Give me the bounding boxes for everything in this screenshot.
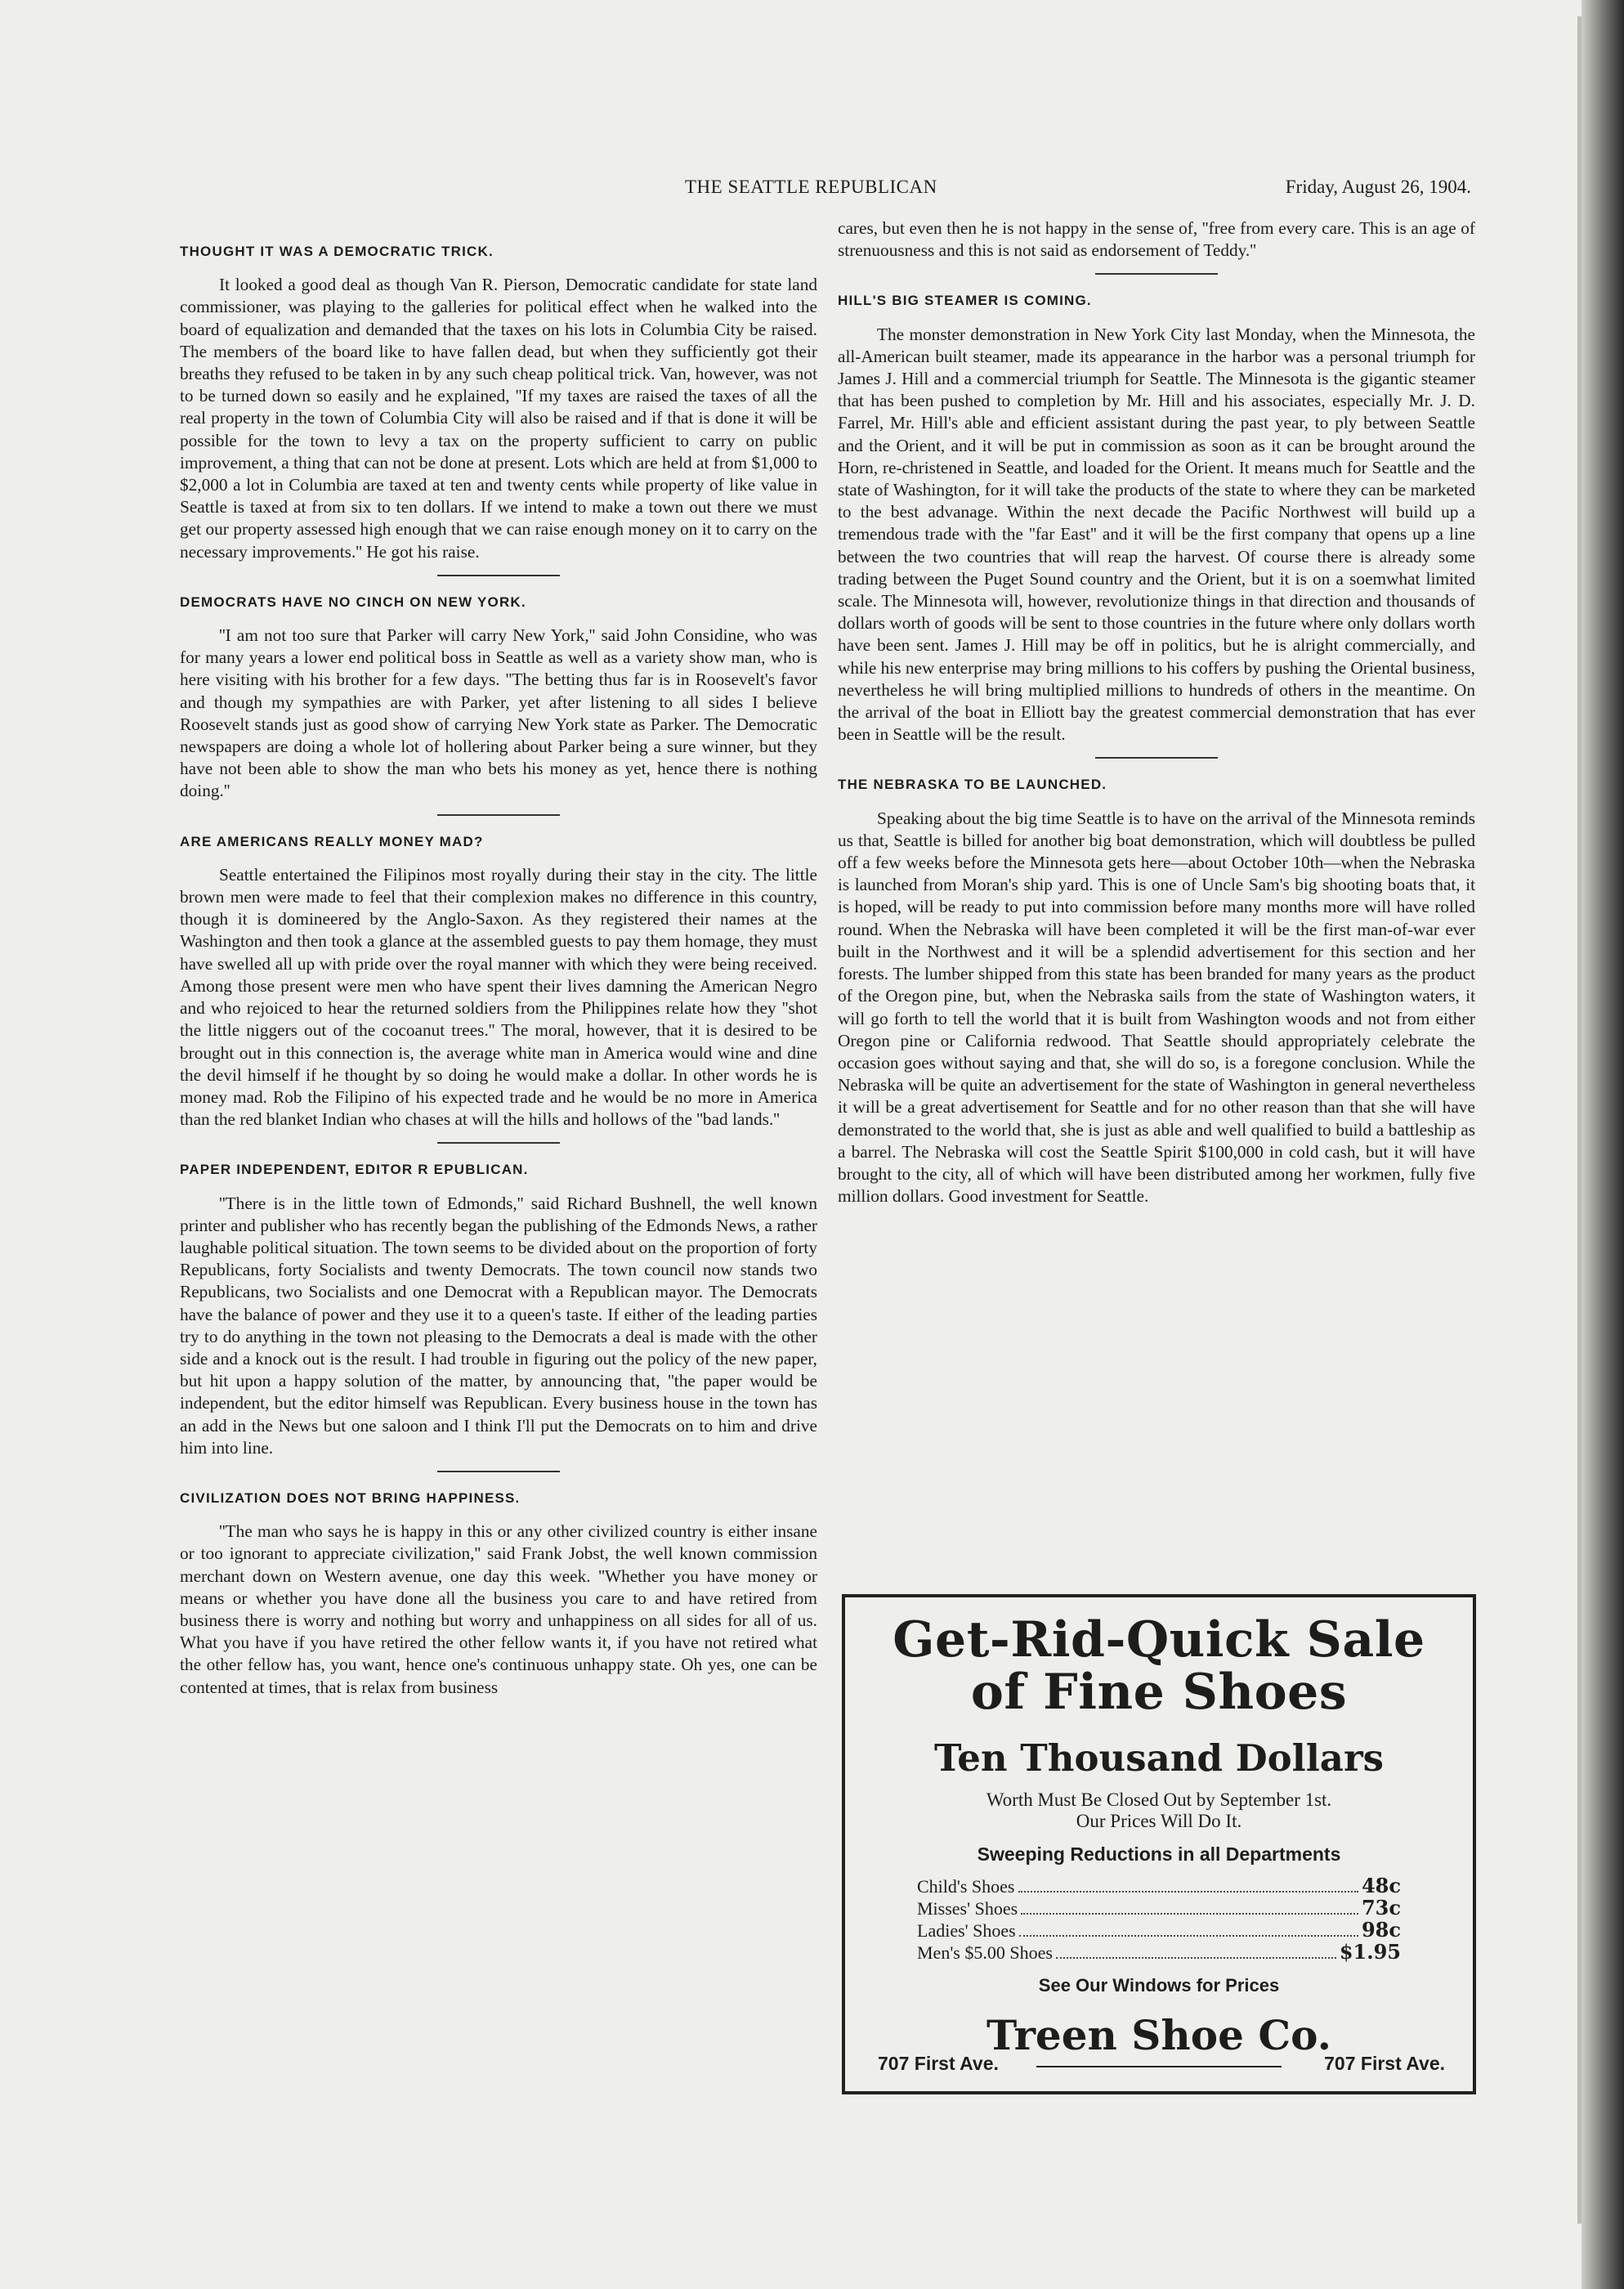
price-leader xyxy=(1019,1935,1358,1937)
price-row xyxy=(917,1897,1401,1919)
article-heading: THOUGHT IT WAS A DEMOCRATIC TRICK. xyxy=(180,244,494,259)
right-column xyxy=(838,217,1475,1207)
price-item: Child's Shoes xyxy=(917,1876,1015,1897)
ad-worth-line: Worth Must Be Closed Out by September 1st. xyxy=(986,1790,1332,1810)
ad-company-name: Treen Shoe Co. xyxy=(986,2011,1331,2059)
ad-address-left: 707 First Ave. xyxy=(878,2053,999,2074)
article-divider xyxy=(437,575,560,576)
price-row xyxy=(917,1875,1401,1897)
ad-subtitle: Ten Thousand Dollars xyxy=(933,1736,1385,1780)
article-continuation: cares, but even then he is not happy in the sense of, ''free from every care. This is an age of strenuousness and this is not said as endorsement of Teddy.'' xyxy=(838,218,1475,261)
page-binding-shadow xyxy=(1581,0,1624,2289)
price-list xyxy=(917,1875,1401,1964)
price-value: 48c xyxy=(1361,1874,1401,1897)
price-value: $1.95 xyxy=(1339,1940,1401,1964)
article-paragraph: Speaking about the big time Seattle is to have on the arrival of the Minnesota reminds us that, Seattle is billed for another big boat demonstration, which will doubtless be pulled off a few weeks before the Minnesota gets here—about October 10th—when the Nebraska is launched from Moran's ship yard. This is one of Uncle Sam's big shooting boats that, it is hoped, will be ready to put into commission before many months more will have rolled round. When the Nebraska will have been completed it will be the first man-of-war ever built in the Northwest and it will be a splendid advertisement for this section and her forests. The lumber shipped from this state has been branded for many years as the product of the Oregon pine, but, when the Nebraska sails from the state of Washington waters, it will go forth to tell the world that it is built from Washington woods and not from either Oregon pine or California redwood. That Seattle should appropriately celebrate the occasion goes without saying and that, she will do so, is a foregone conclusion. While the Nebraska will be quite an advertisement for the state of Washington in general nevertheless it will be a great advertisement for Seattle and for no other reason than that she will have demonstrated to the world that, she is just as able and well qualified to build a battleship as a barrel. The Nebraska will cost the Seattle Spirit $100,000 in cold cash, but it will have brought to the city, all of which will have been distributed among her workmen, fully five million dollars. Good investment for Seattle. xyxy=(838,808,1475,1207)
price-row xyxy=(917,1919,1401,1942)
ad-title xyxy=(845,1611,1473,1721)
newspaper-title: THE SEATTLE REPUBLICAN xyxy=(685,177,937,197)
ad-address-right: 707 First Ave. xyxy=(1324,2053,1445,2074)
price-item: Ladies' Shoes xyxy=(917,1920,1016,1941)
issue-date: Friday, August 26, 1904. xyxy=(1285,177,1471,197)
ad-title-line: of Fine Shoes xyxy=(970,1664,1348,1721)
article-divider xyxy=(437,1471,560,1472)
article-heading: PAPER INDEPENDENT, EDITOR R EPUBLICAN. xyxy=(180,1162,529,1178)
article-divider xyxy=(1095,757,1218,759)
price-row xyxy=(917,1942,1401,1964)
ad-worth-text xyxy=(845,1790,1473,1832)
price-leader xyxy=(1056,1957,1336,1959)
article-divider xyxy=(437,1142,560,1144)
article-heading: THE NEBRASKA TO BE LAUNCHED. xyxy=(838,777,1107,793)
article-paragraph: The monster demonstration in New York City last Monday, when the Minnesota, the all-American built steamer, made its appearance in the harbor was a personal triumph for James J. Hill and a commercial triumph for Seattle. The Minnesota is the gigantic steamer that has been pushed to completion by Mr. Hill and his associates, especially Mr. J. D. Farrel, Mr. Hill's able and efficient assistant during the past year, to ply between Seattle and the Orient, and it will be put in commission as soon as it can be brought around the Horn, re-christened in Seattle, and loaded for the Orient. It means much for Seattle and the state of Washington, for it will take the products of the state to where they can be marketed to the best advanage. Within the next decade the Pacific Northwest will build up a tremendous trade with the ''far East'' and it will be the first company that opens up a line between the two countries that will reap the harvest. Of course there is already some trading between the Puget Sound country and the Orient, but it is on a soemwhat limited scale. The Minnesota will, however, revolutionize things in that direction and thousands of dollars worth of goods will be sent to those countries in the future where only dollars worth have been sent. James J. Hill may be off in politics, but he is alright commercially, and while his new enterprise may bring millions to his coffers by pushing the Oriental business, nevertheless he will bring multiplied millions to hundreds of others in the meantime. On the arrival of the boat in Elliott bay the greatest commercial demonstration that has ever been in Seattle will be the result. xyxy=(838,324,1475,745)
page-header xyxy=(178,177,1471,204)
article-heading: HILL'S BIG STEAMER IS COMING. xyxy=(838,293,1092,309)
article-paragraph: Seattle entertained the Filipinos most royally during their stay in the city. The little brown men were made to feel that their complexion makes no difference in this country, though it is domineered by the Anglo-Saxon. As they registered their names at the Washington and then took a glance at the assembled guests to pay them homage, they must have swelled all up with pride over the royal manner with which they were being received. Among those present were men who have spent their lives damning the American Negro and who rejoiced to hear the returned soldiers from the Philippines relate how they ''shot the little niggers out of the cocoanut trees.'' The moral, however, that it is desired to be brought out in this connection is, the average white man in America would wine and dine the devil himself if he thought by so doing he would make a dollar. In other words he is money mad. Rob the Filipino of his expected trade and he would be no more in America than the red blanket Indian who chases at will the hills and hollows of the ''bad lands.'' xyxy=(180,864,817,1130)
article-heading: CIVILIZATION DOES NOT BRING HAPPINESS. xyxy=(180,1489,521,1506)
article-divider xyxy=(1095,273,1218,275)
ad-reductions: Sweeping Reductions in all Departments xyxy=(977,1843,1341,1865)
ad-worth-line: Our Prices Will Do It. xyxy=(1076,1811,1242,1831)
article-heading: DEMOCRATS HAVE NO CINCH ON NEW YORK. xyxy=(180,594,526,610)
ad-title-line: Get-Rid-Quick Sale xyxy=(893,1611,1425,1669)
price-leader xyxy=(1018,1891,1358,1893)
price-value: 73c xyxy=(1361,1896,1401,1919)
shoe-sale-advertisement xyxy=(842,1594,1476,2094)
article-paragraph: ''I am not too sure that Parker will carry New York,'' said John Considine, who was for many years a lower end political boss in Seattle as well as a variety show man, who is here visiting with his brother for a few days. ''The betting thus far is in Roosevelt's favor and though my sympathies are with Parker, yet after listening to all sides I believe Roosevelt stands just as good show of carrying New York state as Parker. The Democratic newspapers are doing a whole lot of hollering about Parker being a sure winner, but they have not been able to show the man who bets his money as yet, hence there is nothing doing.'' xyxy=(180,625,817,801)
article-divider xyxy=(437,814,560,816)
article-paragraph: ''There is in the little town of Edmonds,'' said Richard Bushnell, the well known printer and publisher who has recently began the publishing of the Edmonds News, a rather laughable political situation. The town seems to be divided about on the proportion of forty Republicans, forty Socialists and twenty Democrats. The town council now stands two Republicans, two Socialists and one Democrat with a Republican mayor. The Democrats have the balance of power and they use it to a queen's taste. If either of the leading parties try to do anything in the town not pleasing to the Democrats a deal is made with the other side and a knock out is the result. I had trouble in figuring out the policy of the new paper, but hit upon a happy solution of the matter, by announcing that, ''the paper would be independent, but the editor himself was Republican. Every business house in the town has an add in the News but one saloon and I think I'll put the Democrats on to him and drive him into line. xyxy=(180,1193,817,1458)
price-item: Men's $5.00 Shoes xyxy=(917,1942,1053,1963)
ad-windows-note: See Our Windows for Prices xyxy=(1038,1975,1280,1996)
left-column xyxy=(180,217,817,1699)
ad-divider xyxy=(1036,2066,1282,2067)
price-item: Misses' Shoes xyxy=(917,1898,1018,1919)
article-paragraph: It looked a good deal as though Van R. Pierson, Democratic candidate for state land commissioner, was playing to the galleries for political effect when he walked into the board of equalization and demanded that the taxes on his lots in Columbia City be raised. The members of the board like to have fallen dead, but when they sufficiently got their breaths they refused to be taken in by any such cheap political trick. Van, however, was not to be turned down so easily and he explained, ''If my taxes are raised the taxes of all the real property in the town of Columbia City will also be raised and if that is done it will be possible for the town to levy a tax on the property sufficient to carry on public improvement, a thing that can not be done at present. Lots which are held at from $1,000 to $2,000 a lot in Columbia are taxed at ten and twenty cents while property of like value in Seattle is taxed at from six to ten dollars. If we intend to make a town out there we must get our property assessed high enough that we can raise enough money on it to carry on the necessary improvements.'' He got his raise. xyxy=(180,275,817,562)
price-leader xyxy=(1021,1913,1358,1915)
article-heading: ARE AMERICANS REALLY MONEY MAD? xyxy=(180,833,484,849)
price-value: 98c xyxy=(1361,1918,1401,1942)
article-paragraph: ''The man who says he is happy in this or any other civilized country is either insane or too ignorant to appreciate civilization,'' said Frank Jobst, the well known commission merchant down on Western avenue, one day this week. ''Whether you have money or means or whether you have done all the business you care to and have retired from business there is worry and nothing but worry and unhappiness on all sides for all of us. What you have if you have retired the other fellow wants it, if you have not retired what the other fellow has, you want, hence one's continuous unhappy state. Oh yes, one can be contented at times, that is relax from business xyxy=(180,1521,817,1697)
